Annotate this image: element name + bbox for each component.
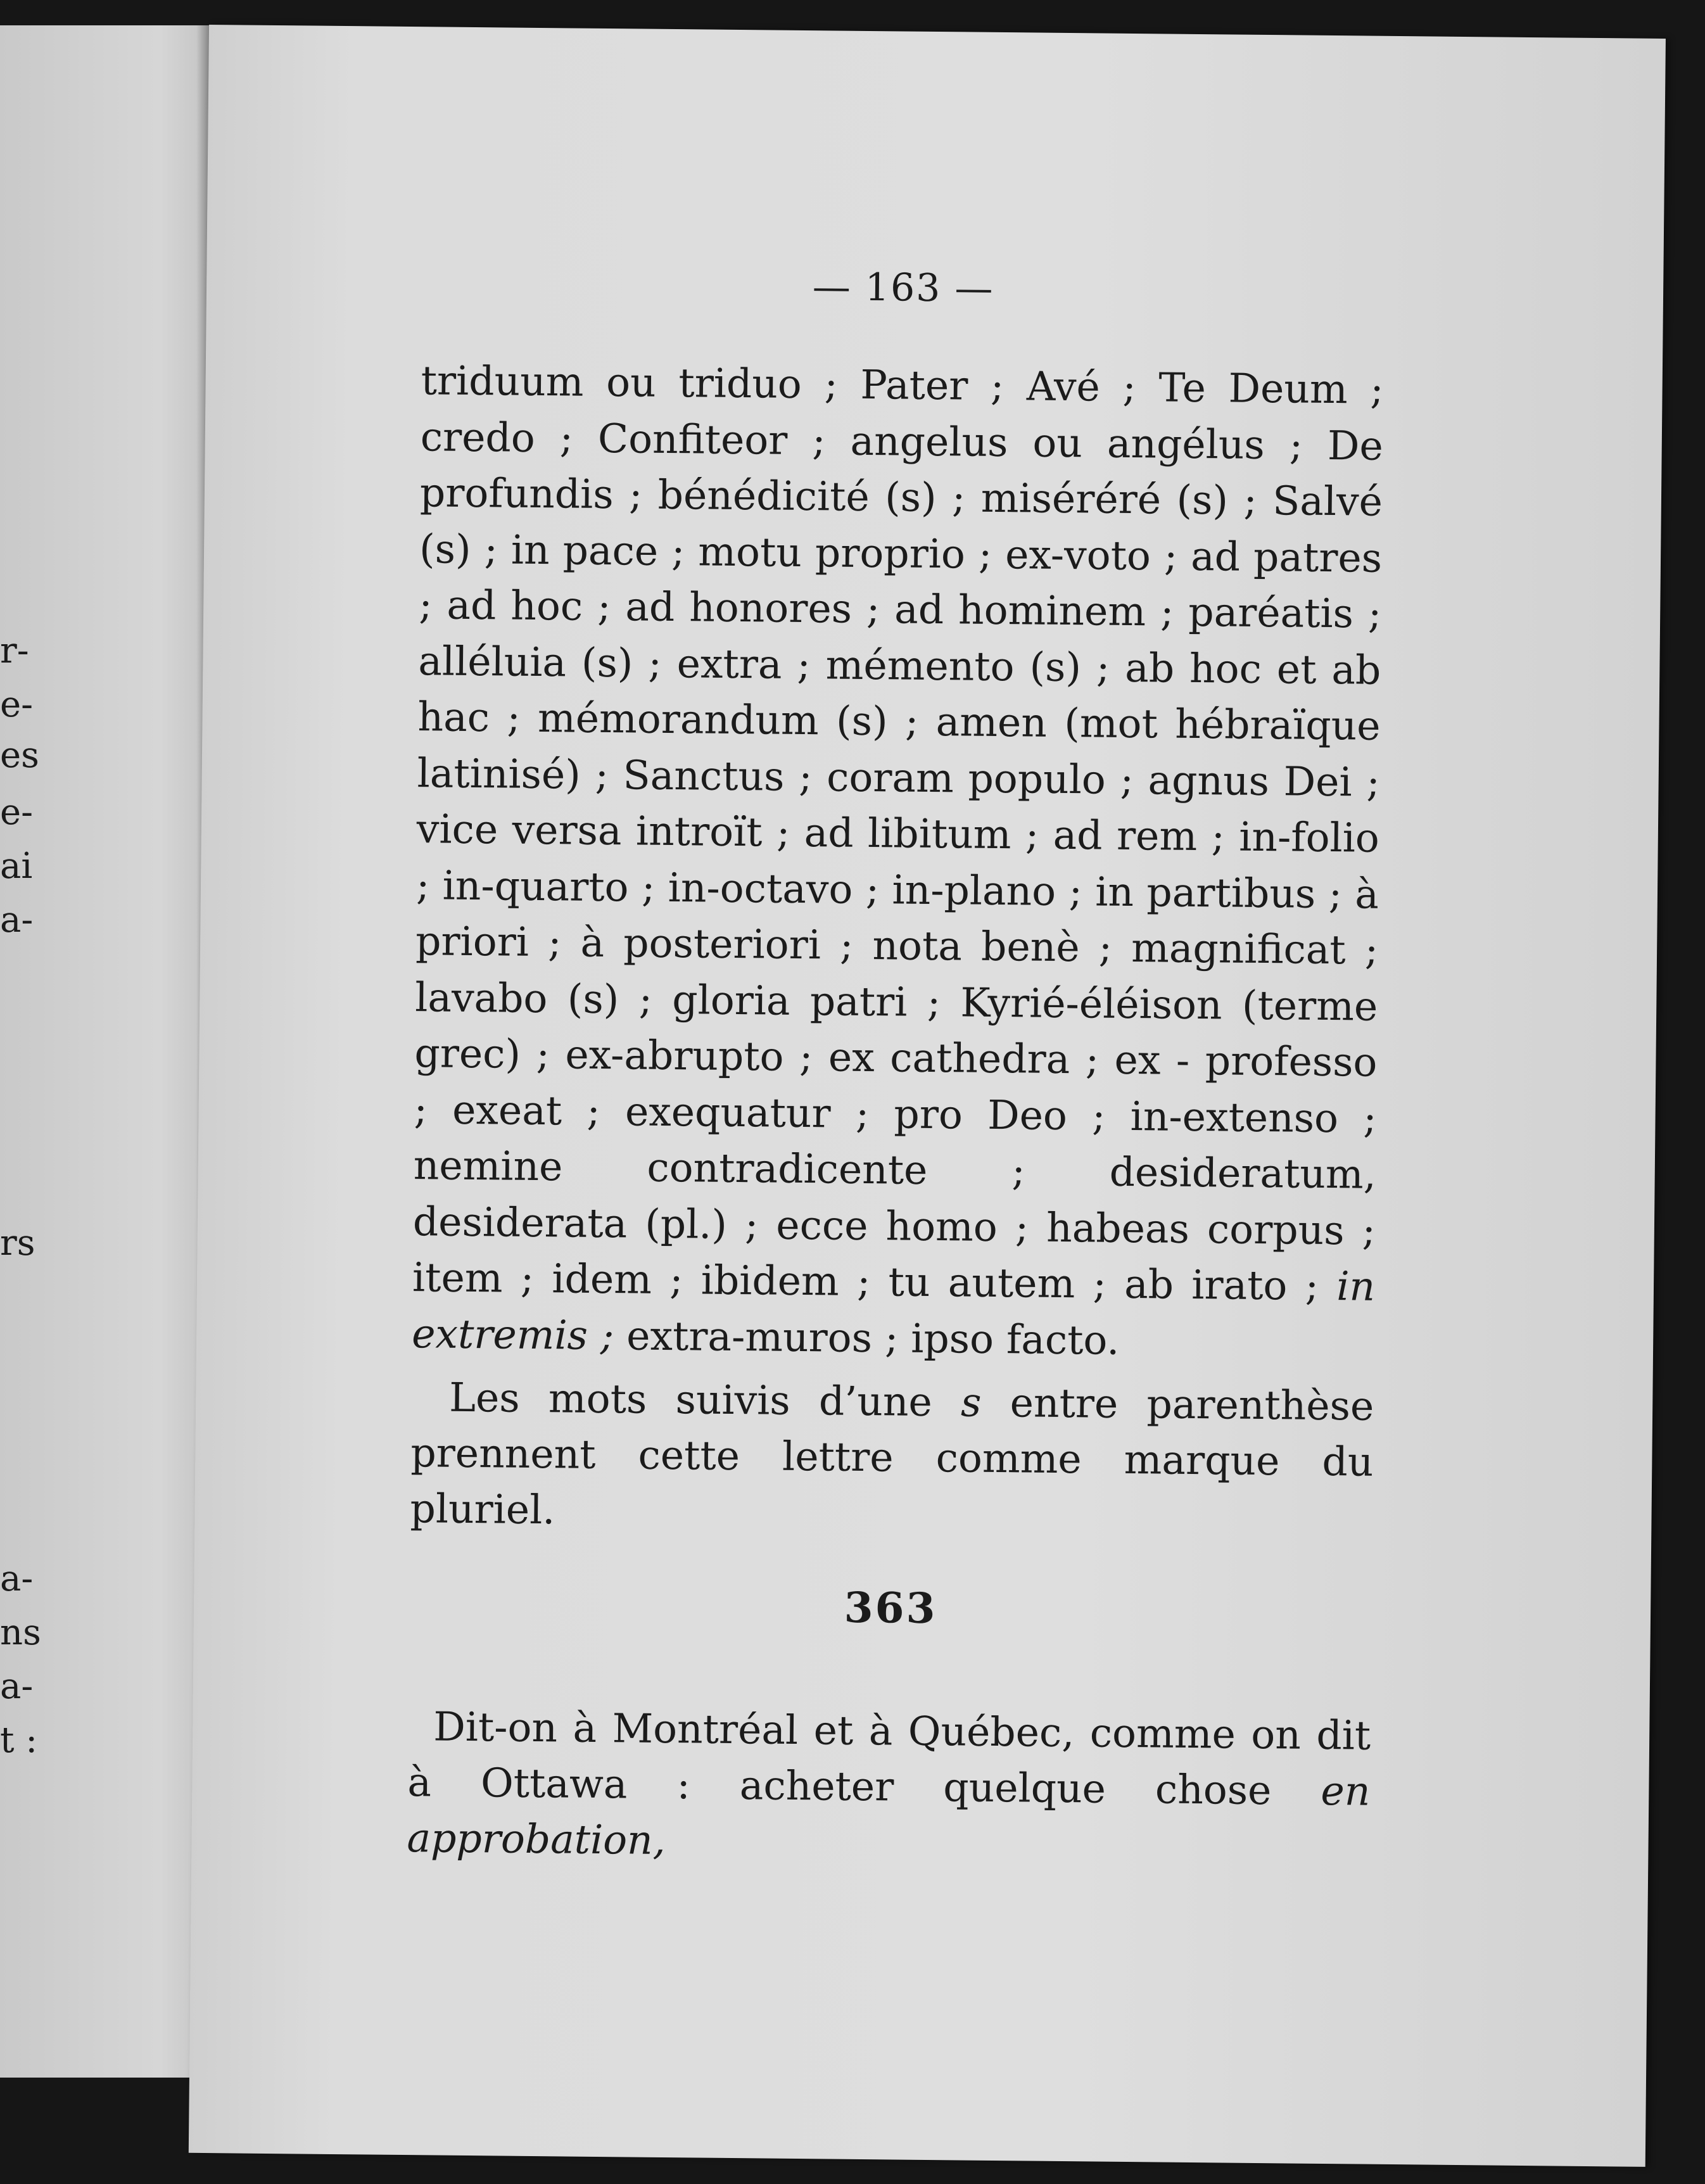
left-fragment: rs	[0, 1222, 35, 1264]
left-fragment: e-	[0, 792, 34, 833]
book-page	[189, 25, 1666, 2167]
left-fragment: ai	[0, 846, 33, 887]
paragraph-body	[412, 353, 1384, 1371]
section-italic: en approbation,	[407, 1767, 1371, 1864]
note-italic: s	[960, 1379, 982, 1426]
latin-terms-paragraph	[412, 353, 1384, 1371]
note-text: Les mots suivis d’une	[448, 1374, 961, 1426]
section-number: 363	[844, 1582, 937, 1634]
left-fragment: a-	[0, 1558, 34, 1599]
left-fragment: a-	[0, 1666, 34, 1707]
note-text-end: entre parenthèse prennent cette lettre comme marque du pluriel.	[410, 1379, 1374, 1533]
left-fragment: e-	[0, 684, 34, 725]
left-fragment: ns	[0, 1612, 41, 1653]
left-fragment: a-	[0, 899, 34, 941]
paragraph-text-end: extra-muros ; ipso facto.	[613, 1312, 1120, 1364]
section-text: Dit-on à Montréal et à Québec, comme on dit à Ottawa : acheter quelque chose	[407, 1703, 1371, 1814]
section-paragraph	[407, 1699, 1371, 1876]
paragraph-italic: in extremis ;	[411, 1263, 1376, 1359]
left-fragment: es	[0, 735, 39, 776]
left-fragment: r-	[0, 630, 29, 671]
paragraph-text: triduum ou triduo ; Pater ; Avé ; Te Deum ; credo ; Confiteor ; angelus ou angélus ; De profundis ; bénédicité (s) ; miséréré (s) ; Salvé (s) ; in pace ; motu proprio ; ex-voto ; ad patres ; ad hoc ; ad honores ; ad hominem ; paréatis ; alléluia (s) ; extra ; mémento (s) ; ab hoc et ab hac ; mémorandum (s) ; amen (mot hébraïque latinisé) ; Sanctus ; coram populo ; agnus Dei ; vice versa introït ; ad libitum ; ad rem ; in-folio ; in-quarto ; in-octavo ; in-plano ; in partibus ; à priori ; à posteriori ; nota benè ; magnificat ; lavabo (s) ; gloria patri ; Kyrié-éléison (terme grec) ; ex-abrupto ; ex cathedra ; ex - professo ; exeat ; exequatur ; pro Deo ; in-extenso ; nemine contradicente ; desideratum, desiderata (pl.) ; ecce homo ; habeas corpus ; item ; idem ; ibidem ; tu autem ; ab irato ;	[412, 357, 1384, 1310]
plural-note	[410, 1369, 1374, 1546]
left-fragment: t :	[0, 1720, 38, 1761]
page-content	[404, 27, 1387, 2164]
page-number: — 163 —	[812, 265, 994, 311]
